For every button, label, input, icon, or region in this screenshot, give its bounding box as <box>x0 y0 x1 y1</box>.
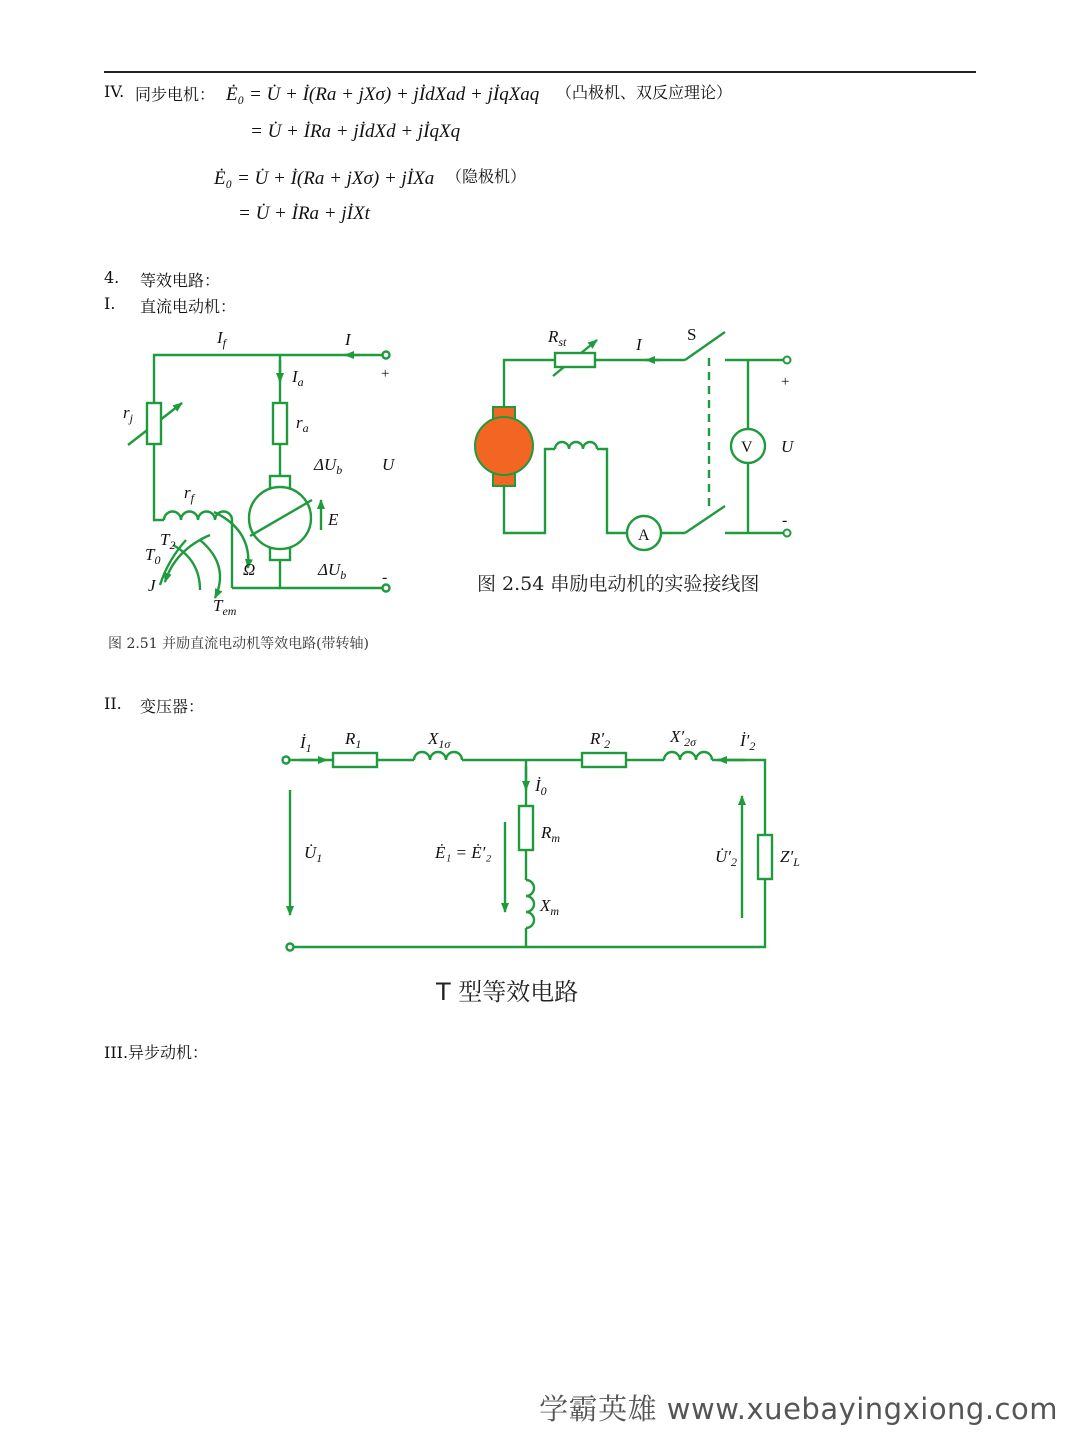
section-i-label: I. <box>104 294 116 313</box>
section-iii-label: III.异步动机： <box>104 1043 209 1062</box>
section-4-title: 等效电路： <box>140 271 221 290</box>
label-ia: $I_a$ <box>292 367 304 389</box>
equation-3-note: （隐极机） <box>446 167 527 186</box>
label-t2: $T_2$ <box>160 530 176 552</box>
figure-2-51-caption: 图 2.51 并励直流电动机等效电路(带转轴) <box>108 636 369 652</box>
watermark: 学霸英雄 www.xuebayingxiong.com <box>539 1392 1058 1426</box>
section-ii-title: 变压器： <box>140 697 205 716</box>
label-plus: + <box>381 366 390 382</box>
label-rf: $r_f$ <box>184 483 194 505</box>
label-x2sp: $X'_{2\sigma}$ <box>670 727 697 749</box>
section-iv-title: 同步电机： <box>135 85 216 104</box>
label-u: U <box>382 455 395 474</box>
equation-3: Ė₀ = U̇ + İ(Ra + jXσ) + jİXa <box>214 168 435 189</box>
equation-1-note: （凸极机、双反应理论） <box>556 83 733 102</box>
label-e1-e2p: Ė₁ = Ė′₂ <box>435 843 492 862</box>
equation-4: = U̇ + İRa + jİXt <box>238 203 370 224</box>
label-minus-254: - <box>782 512 788 529</box>
label-i: I <box>345 330 351 349</box>
equation-2: = U̇ + İRa + jİdXd + jİqXq <box>250 121 461 142</box>
section-i-title: 直流电动机： <box>140 297 237 316</box>
label-omega: Ω <box>243 560 256 579</box>
label-rst: $R_{st}$ <box>548 327 567 349</box>
t-circuit-caption: T 型等效电路 <box>436 978 579 1006</box>
label-t0: $T_0$ <box>145 545 161 567</box>
label-i0: $İ_0$ <box>535 776 547 798</box>
label-u-254: U <box>781 437 794 456</box>
tcircuit-components <box>283 753 773 951</box>
label-i-254: I <box>636 335 642 354</box>
section-iv-label: IV. <box>104 82 125 101</box>
r2p-resistor <box>582 753 626 767</box>
terminal-input-top <box>283 757 290 764</box>
label-r2p: $R'_2$ <box>590 729 611 751</box>
label-plus-254: + <box>781 374 790 390</box>
equation-1: Ė₀ = U̇ + İ(Ra + jXσ) + jİdXad + jİqXaq <box>226 84 540 105</box>
label-ra: $r_a$ <box>296 413 309 435</box>
label-e: E <box>328 510 339 529</box>
label-xm: $X_m$ <box>540 896 560 918</box>
figure-2-54-caption: 图 2.54 串励电动机的实验接线图 <box>477 573 760 595</box>
section-4-label: 4. <box>104 268 120 287</box>
label-minus: - <box>382 569 388 586</box>
label-i2p: $İ'_2$ <box>740 731 756 753</box>
label-u1: $U̇_1$ <box>304 843 323 865</box>
label-dub-top: $\Delta U_b$ <box>314 455 343 477</box>
label-i1: $İ_1$ <box>300 733 312 755</box>
r1-resistor <box>333 753 377 767</box>
label-zl: $Z'_L$ <box>780 847 800 869</box>
label-r1: $R_1$ <box>345 729 362 751</box>
label-u2p: $U̇'_2$ <box>715 847 737 869</box>
label-if: $I_f$ <box>217 328 227 350</box>
section-ii-label: II. <box>104 694 122 713</box>
zl-load <box>758 835 772 879</box>
label-tem: $T_{em}$ <box>213 596 237 618</box>
terminal-input-bottom <box>287 944 294 951</box>
label-rm: $R_m$ <box>541 823 561 845</box>
label-a: A <box>638 527 650 544</box>
label-rj: $r_j$ <box>123 403 133 425</box>
label-x1s: $X_{1\sigma}$ <box>428 729 451 751</box>
label-j: J <box>148 576 156 595</box>
rm-resistor <box>519 806 533 850</box>
label-dub-bottom: $\Delta U_b$ <box>318 560 347 582</box>
label-s: S <box>687 325 697 344</box>
label-v: V <box>741 439 753 456</box>
